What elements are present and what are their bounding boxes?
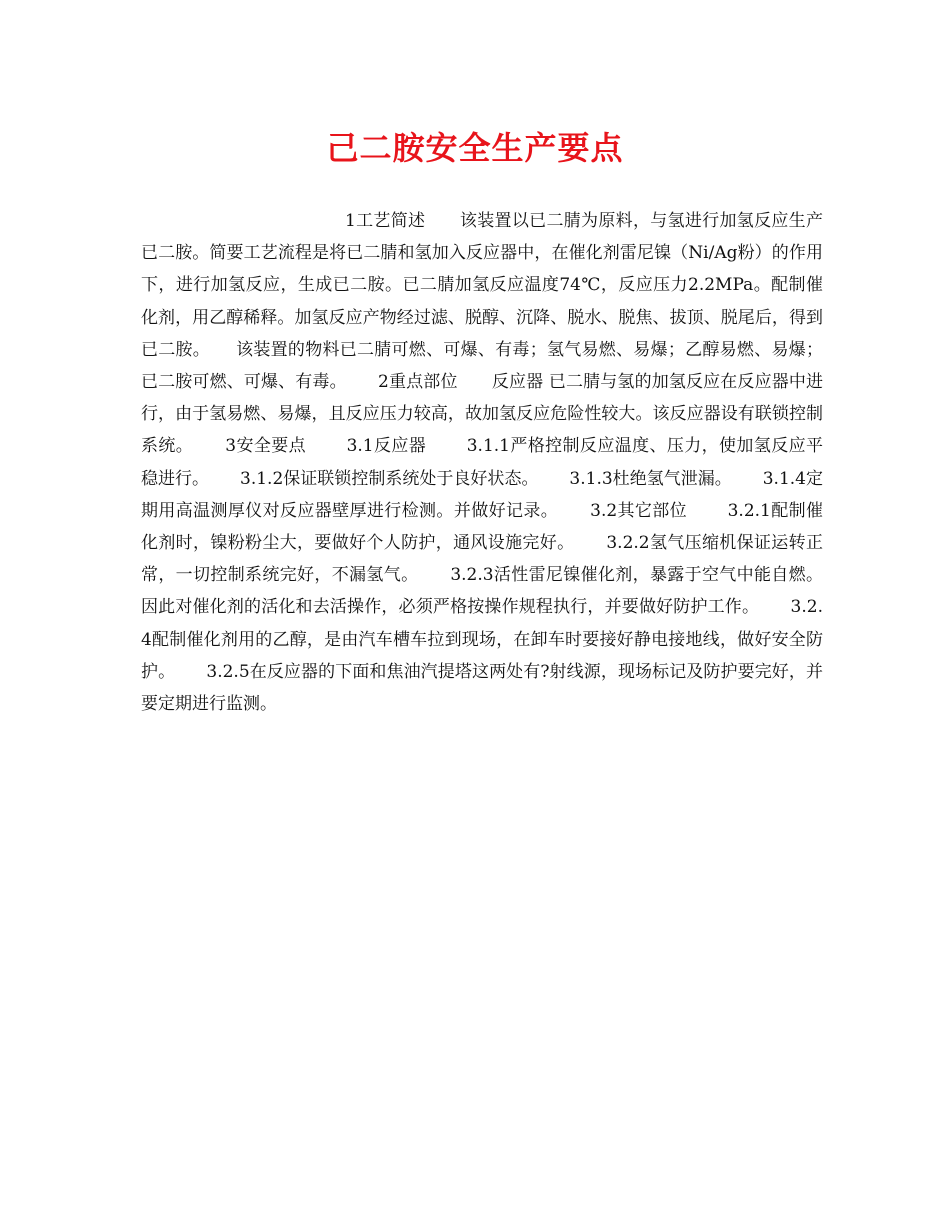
document-title: 己二胺安全生产要点 bbox=[326, 129, 624, 167]
document-body: 1工艺简述 该装置以已二腈为原料，与氢进行加氢反应生产已二胺。简要工艺流程是将已二腈和氢加入反应器中，在催化剂雷尼镍（Ni/Ag粉）的作用下，进行加氢反应，生成已二胺。已二腈加氢反应温度74℃，反应压力2.2MPa。配制催化剂，用乙醇稀释。加氢反应产物经过滤、脱醇、沉降、脱水、脱焦、拔顶、脱尾后，得到已二胺。 该装置的物料已二腈可燃、可爆、有毒；氢气易燃、易爆；乙醇易燃、易爆；已二胺可燃、可爆、有毒。 2重点部位 反应器 已二腈与氢的加氢反应在反应器中进行，由于氢易燃、易爆，且反应压力较高，故加氢反应危险性较大。该反应器设有联锁控制系统。 3安全要点 3.1反应器 3.1.1严格控制反应温度、压力，使加氢反应平稳进行。 3.1.2保证联锁控制系统处于良好状态。 3.1.3杜绝氢气泄漏。 3.1.4定期用高温测厚仪对反应器壁厚进行检测。并做好记录。 3.2其它部位 3.2.1配制催化剂时，镍粉粉尘大，要做好个人防护，通风设施完好。 3.2.2氢气压缩机保证运转正常，一切控制系统完好，不漏氢气。 3.2.3活性雷尼镍催化剂，暴露于空气中能自燃。因此对催化剂的活化和去活操作，必须严格按操作规程执行，并要做好防护工作。 3.2.4配制催化剂用的乙醇，是由汽车槽车拉到现场，在卸车时要接好静电接地线，做好安全防护。 3.2.5在反应器的下面和焦油汽提塔这两处有?射线源，现场标记及防护要完好，并要定期进行监测。 bbox=[141, 211, 823, 715]
